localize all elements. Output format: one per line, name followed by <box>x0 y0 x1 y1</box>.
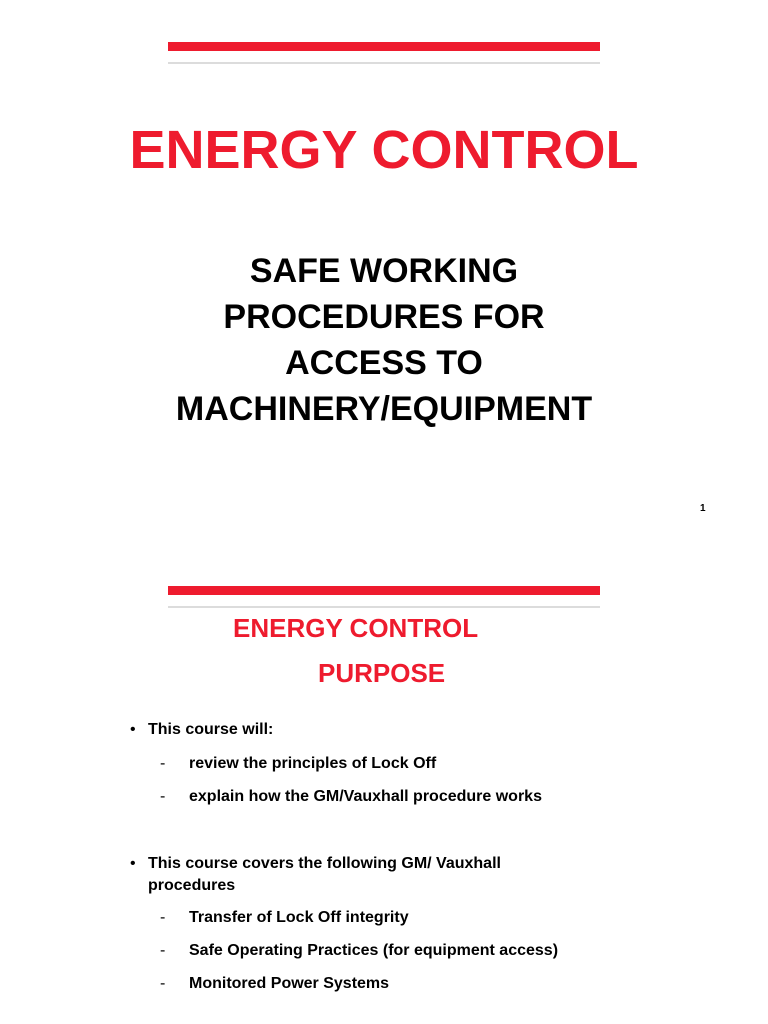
slide-2 <box>0 560 768 1024</box>
sub-list-item <box>160 907 409 929</box>
subtitle-line: ACCESS TO <box>285 344 483 382</box>
sub-item-text: Transfer of Lock Off integrity <box>189 909 409 926</box>
section-subheading: PURPOSE <box>318 658 446 688</box>
section-heading: ENERGY CONTROL <box>233 613 479 643</box>
dash-marker: - <box>160 942 166 959</box>
dash-marker: - <box>160 975 166 992</box>
page-number: 1 <box>700 503 706 514</box>
bullet-marker: • <box>130 855 136 872</box>
bullet-text-line: procedures <box>148 877 236 894</box>
sub-item-text: Monitored Power Systems <box>189 975 390 992</box>
slide-subtitle <box>0 248 768 432</box>
dash-marker: - <box>160 755 166 772</box>
dash-marker: - <box>160 788 166 805</box>
subtitle-line: SAFE WORKING <box>249 252 519 290</box>
slide-title: ENERGY CONTROL <box>129 120 639 180</box>
subtitle-line: PROCEDURES FOR <box>223 298 545 336</box>
sub-list-item <box>160 753 436 775</box>
top-red-rule <box>168 586 600 595</box>
top-gray-rule <box>168 62 600 64</box>
bullet-item <box>130 853 501 897</box>
subtitle-line: MACHINERY/EQUIPMENT <box>175 390 593 428</box>
bullet-item <box>130 719 273 741</box>
sub-list-item <box>160 940 558 962</box>
bullet-text: This course will: <box>148 721 274 738</box>
top-red-rule <box>168 42 600 51</box>
sub-item-text: Safe Operating Practices (for equipment access) <box>189 942 559 959</box>
sub-item-text: review the principles of Lock Off <box>189 755 437 772</box>
dash-marker: - <box>160 909 166 926</box>
sub-list-item <box>160 786 542 808</box>
top-gray-rule <box>168 606 600 608</box>
sub-list-item <box>160 973 389 995</box>
bullet-text-line: This course covers the following GM/ Vauxhall <box>148 855 501 872</box>
bullet-marker: • <box>130 721 136 738</box>
sub-item-text: explain how the GM/Vauxhall procedure works <box>189 788 542 805</box>
